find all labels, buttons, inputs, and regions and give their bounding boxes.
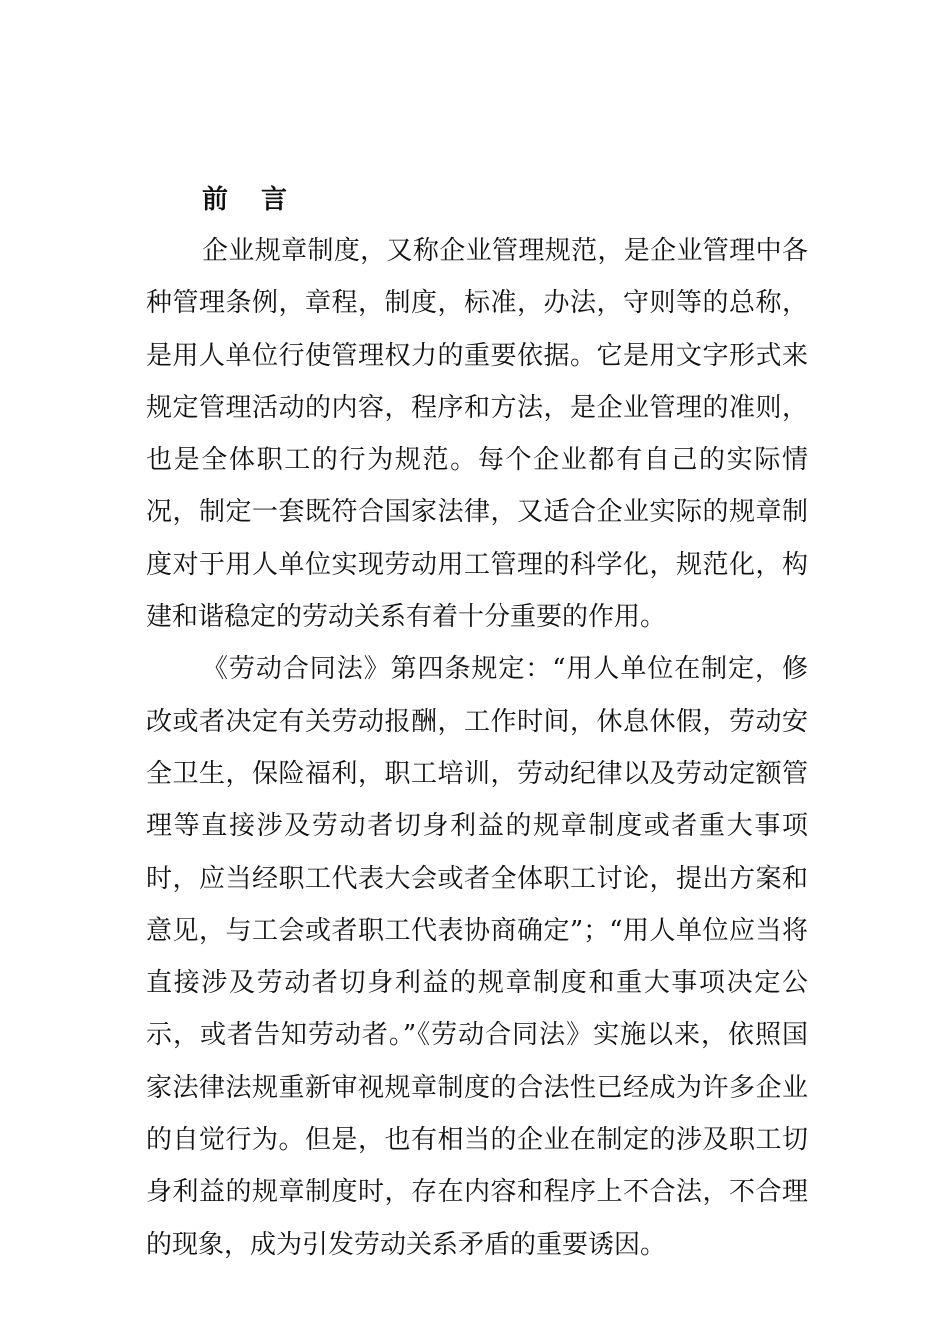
paragraph-labor-contract-law: 《劳动合同法》第四条规定：“用人单位在制定，修改或者决定有关劳动报酬，工作时间，休息休假，劳动安全卫生，保险福利，职工培训，劳动纪律以及劳动定额管理等直接涉及劳动者切身利益的规章制度或者重大事项时，应当经职工代表大会或者全体职工讨论，提出方案和意见，与工会或者职工代表协商确定”；“用人单位应当将直接涉及劳动者切身利益的规章制度和重大事项决定公示，或者告知劳动者。”《劳动合同法》实施以来，依照国家法律法规重新审视规章制度的合法性已经成为许多企业的自觉行为。但是，也有相当的企业在制定的涉及职工切身利益的规章制度时，存在内容和程序上不合法，不合理的现象，成为引发劳动关系矛盾的重要诱因。 [146,654,808,1260]
page-title: 前 言 [202,185,300,215]
paragraph-intro: 企业规章制度，又称企业管理规范，是企业管理中各种管理条例，章程，制度，标准，办法，守则等的总称，是用人单位行使管理权力的重要依据。它是用文字形式来规定管理活动的内容，程序和方法，是企业管理的准则，也是全体职工的行为规范。每个企业都有自己的实际情况，制定一套既符合国家法律，又适合企业实际的规章制度对于用人单位实现劳动用工管理的科学化，规范化，构建和谐稳定的劳动关系有着十分重要的作用。 [146,236,808,633]
document-body [146,225,808,1271]
